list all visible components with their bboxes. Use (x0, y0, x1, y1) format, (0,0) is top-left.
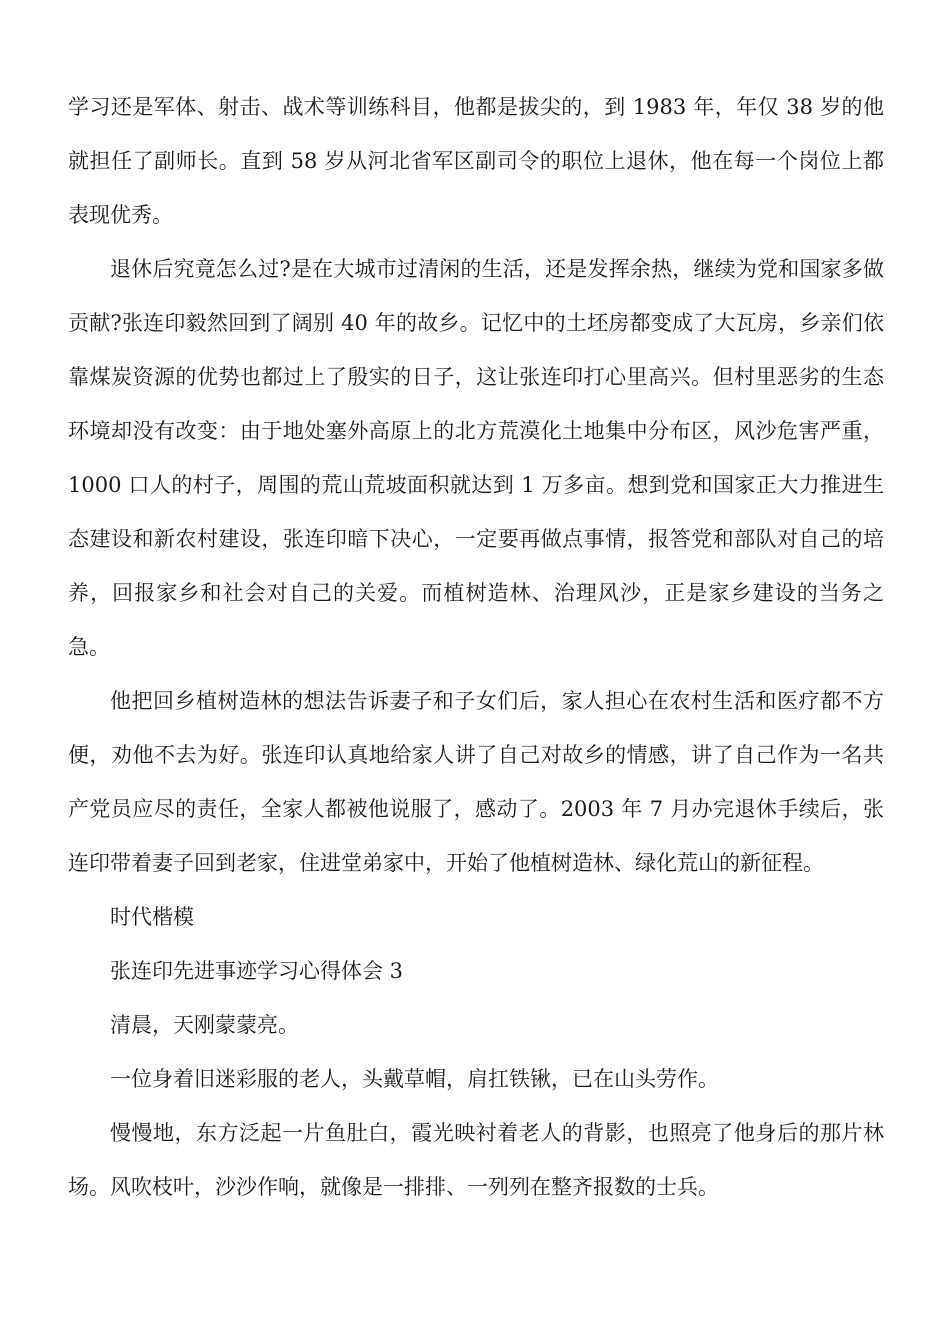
document-page (68, 80, 884, 1214)
paragraph-dawn: 清晨，天刚蒙蒙亮。 (110, 1013, 299, 1037)
paragraph-retirement: 退休后究竟怎么过?是在大城市过清闲的生活，还是发挥余热，继续为党和国家多做贡献?张连印毅然回到了阔别 40 年的故乡。记忆中的土坯房都变成了大瓦房，乡亲们依靠煤炭资源的优势也都过上了殷实的日子，这让张连印打心里高兴。但村里恶劣的生态环境却没有改变：由于地处塞外高原上的北方荒漠化土地集中分布区，风沙危害严重，1000 口人的村子，周围的荒山荒坡面积就达到 1 万多亩。想到党和国家正大力推进生态建设和新农村建设，张连印暗下决心，一定要再做点事情，报答党和部队对自己的培养，回报家乡和社会对自己的关爱。而植树造林、治理风沙，正是家乡建设的当务之急。 (68, 257, 884, 659)
section-label: 时代楷模 (110, 905, 194, 929)
paragraph-old-man: 一位身着旧迷彩服的老人，头戴草帽，肩扛铁锹，已在山头劳作。 (110, 1067, 719, 1091)
paragraph-family: 他把回乡植树造林的想法告诉妻子和子女们后，家人担心在农村生活和医疗都不方便，劝他不去为好。张连印认真地给家人讲了自己对故乡的情感，讲了自己作为一名共产党员应尽的责任，全家人都被他说服了，感动了。2003 年 7 月办完退休手续后，张连印带着妻子回到老家，住进堂弟家中，开始了他植树造林、绿化荒山的新征程。 (68, 689, 884, 875)
section-title: 张连印先进事迹学习心得体会 3 (110, 959, 404, 983)
paragraph-forest: 慢慢地，东方泛起一片鱼肚白，霞光映衬着老人的背影，也照亮了他身后的那片林场。风吹枝叶，沙沙作响，就像是一排排、一列列在整齐报数的士兵。 (68, 1121, 884, 1199)
paragraph-continued: 学习还是军体、射击、战术等训练科目，他都是拔尖的，到 1983 年，年仅 38 岁的他就担任了副师长。直到 58 岁从河北省军区副司令的职位上退休，他在每一个岗位上都表现优秀。 (68, 95, 884, 227)
